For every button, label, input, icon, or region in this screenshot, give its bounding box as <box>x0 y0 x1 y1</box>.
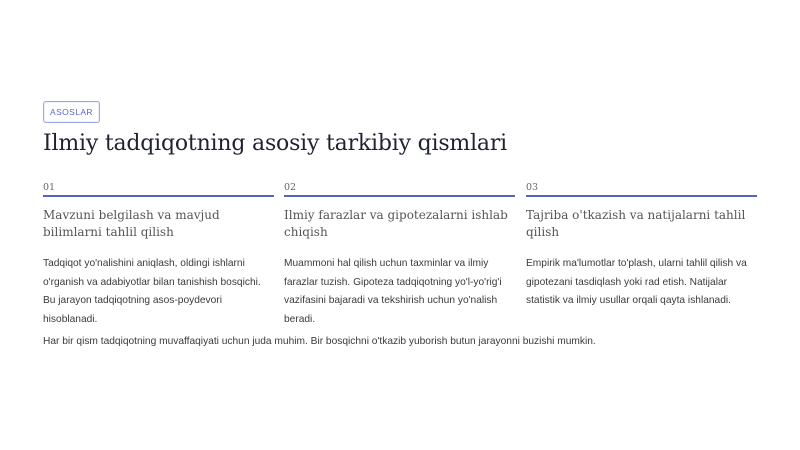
slide-title: Ilmiy tadqiqotning asosiy tarkibiy qismlari <box>43 131 507 156</box>
section-badge: ASOSLAR <box>43 101 100 123</box>
footer-note: Har bir qism tadqiqotning muvaffaqiyati uchun juda muhim. Bir bosqichni o'tkazib yuborish butun jarayonni buzishi mumkin. <box>43 336 596 347</box>
column-divider <box>284 195 515 197</box>
component-column-2 <box>284 182 515 329</box>
column-text: Empirik ma'lumotlar to'plash, ularni tahlil qilish va gipotezani tasdiqlash yoki rad etish. Natijalar statistik va ilmiy usullar orqali qayta ishlanadi. <box>526 258 747 306</box>
column-text: Tadqiqot yo'nalishini aniqlash, oldingi ishlarni o'rganish va adabiyotlar bilan tanishish bosqichi. Bu jarayon tadqiqotning asos-poydevori hisoblanadi. <box>43 258 261 325</box>
column-heading: Tajriba o'tkazish va natijalarni tahlil qilish <box>526 208 746 239</box>
column-divider <box>43 195 274 197</box>
column-number: 03 <box>526 182 539 193</box>
column-number: 02 <box>284 182 297 193</box>
column-divider <box>526 195 757 197</box>
column-number: 01 <box>43 182 56 193</box>
column-heading: Ilmiy farazlar va gipotezalarni ishlab chiqish <box>284 208 508 239</box>
column-heading: Mavzuni belgilash va mavjud bilimlarni tahlil qilish <box>43 208 220 239</box>
column-text: Muammoni hal qilish uchun taxminlar va ilmiy farazlar tuzish. Gipoteza tadqiqotning yo'l-yo'rig'i vazifasini bajaradi va tekshirish uchun yo'nalish beradi. <box>284 258 502 325</box>
component-column-3 <box>526 182 757 311</box>
component-column-1 <box>43 182 274 329</box>
